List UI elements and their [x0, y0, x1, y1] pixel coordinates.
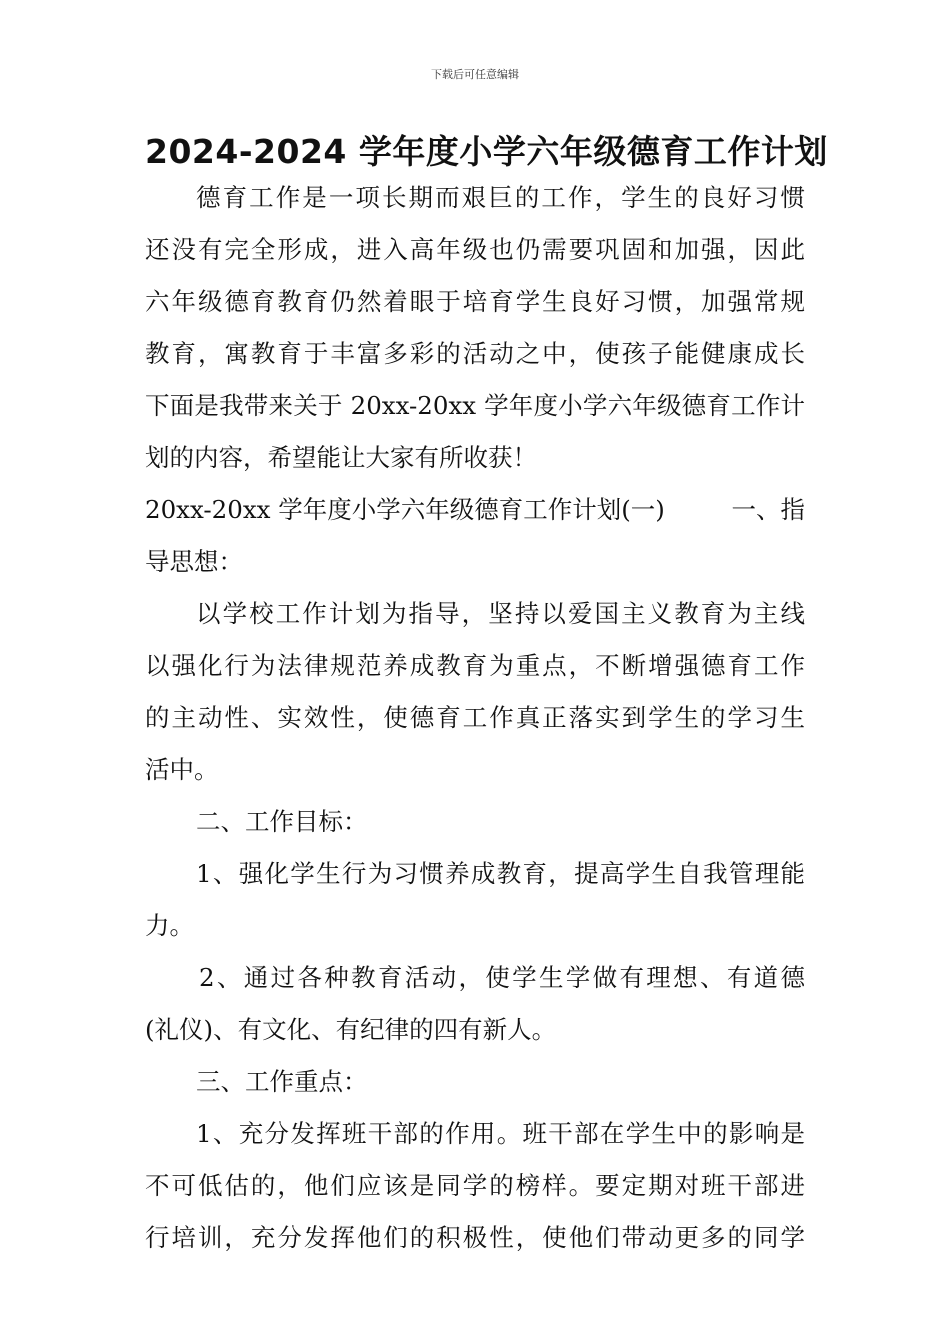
- paragraph-line: 划的内容，希望能让大家有所收获！: [145, 443, 537, 472]
- paragraph-line: 活中。: [145, 755, 219, 784]
- paragraph-line: 2、通过各种教育活动，使学生学做有理想、有道德: [199, 963, 805, 992]
- section-heading-line: [145, 484, 805, 536]
- paragraph-line: 导思想：: [145, 547, 243, 576]
- paragraph-line: 下面是我带来关于 20xx-20xx 学年度小学六年级德育工作计: [145, 391, 805, 420]
- paragraph-line: 德育工作是一项长期而艰巨的工作，学生的良好习惯: [196, 183, 805, 212]
- paragraph-line: 教育，寓教育于丰富多彩的活动之中，使孩子能健康成长: [145, 339, 805, 368]
- paragraph-line: 不可低估的，他们应该是同学的榜样。要定期对班干部进: [145, 1171, 805, 1200]
- paragraph-line: 以学校工作计划为指导，坚持以爱国主义教育为主线: [196, 599, 805, 628]
- section-number: 一、指: [731, 495, 805, 524]
- paragraph-line: 六年级德育教育仍然着眼于培育学生良好习惯，加强常规: [145, 287, 805, 316]
- paragraph-line: 以强化行为法律规范养成教育为重点，不断增强德育工作: [145, 651, 805, 680]
- paragraph-line: 还没有完全形成，进入高年级也仍需要巩固和加强，因此: [145, 235, 805, 264]
- section-heading: 三、工作重点：: [196, 1067, 368, 1096]
- document-body: [145, 172, 805, 1264]
- paragraph-line: 力。: [145, 911, 194, 940]
- document-title: 2024-2024 学年度小学六年级德育工作计划: [145, 132, 828, 171]
- paragraph-line: 行培训，充分发挥他们的积极性，使他们带动更多的同学: [145, 1223, 805, 1252]
- header-note: 下载后可任意编辑: [431, 68, 519, 81]
- paragraph-line: 1、强化学生行为习惯养成教育，提高学生自我管理能: [196, 859, 805, 888]
- paragraph-line: 的主动性、实效性，使德育工作真正落实到学生的学习生: [145, 703, 805, 732]
- section-heading: 二、工作目标：: [196, 807, 368, 836]
- paragraph-line: 1、充分发挥班干部的作用。班干部在学生中的影响是: [196, 1119, 805, 1148]
- paragraph-line: (礼仪)、有文化、有纪律的四有新人。: [145, 1015, 557, 1044]
- plan-subtitle: 20xx-20xx 学年度小学六年级德育工作计划(一): [145, 495, 665, 524]
